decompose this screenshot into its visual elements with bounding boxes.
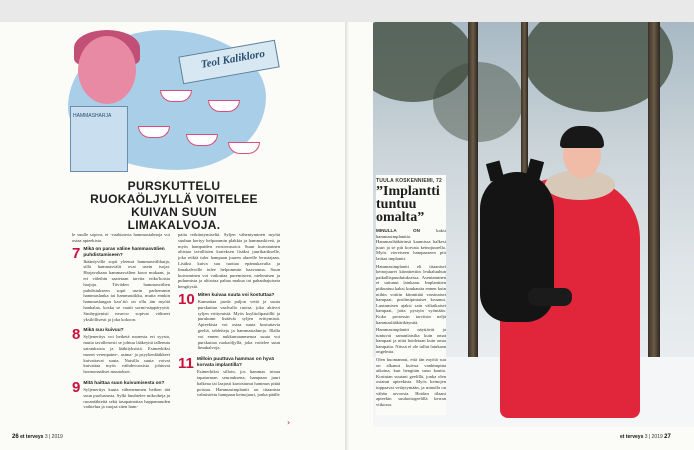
- person-byline: TUULA KOSKENNIEMI, 72: [376, 178, 442, 184]
- teeth-icon: [228, 142, 260, 154]
- text-column-2: [178, 232, 280, 404]
- qa-answer: Ikääntyville sopii yleensä hammasväliharja, sillä hammasvälit ovat usein isojat. Harjavaltaan hammasvälien koon mukaan, ja ert väleihin saatetaan tarvita eriko'koisia harjoja. Tiiviiden hammasvälien puhdistukseen sopii usein parhemmin hammaslanka tai hammastikku, mutta ennkin hammaslangan kau'.ttö on ollu iän myötä hankalaa, koska se vaatii sormi-näppäryyttä. Suuhygienisti neuvoo sopivat välineet yksilöllisesti ja joka kokoon.: [83, 258, 170, 322]
- paragraph: Hammasimplantti eli titaaniset keinojuuret kiinnitettiin leukaluuhun paikallispuudutuksessa. Asentaminen ei sattunut lainkaan. Implanttien pitkuntuu kaksi kuukautta ennen kuin niihin voitiin kiinnittää varsinaiset hampaat, posliinipintaiset kruunut. Luutumisen ajaksi sain väliaikaiset hampaat, jotta pystyin syömään. Koko prosessin tarvitsin neljä hammaslääkärikäyntiä.: [376, 263, 446, 325]
- testimonial-text: [376, 228, 446, 409]
- foliage: [433, 62, 523, 142]
- column-intro: paita reikiintymiseltä. Syljen vähentyminen myötä suuhun kertyy helpommin plakkia ja hammaskiveä, ja myös hampaiden erosiovauriot. Suun kuivuminen altistaa tavallisten karieksen lisäksi juurikarikselle, joka reikiä tuler hampaan juuren alueelle lerustajaan. Lisäksi kuiva suu tuottaa epämukavalta ja limakalvoille tulee helpommin haavauma. Suun kuivuminen voi vaikuttaa puremiseen, nielemisen ja puhumista ja altisrtaa pahaa makua tai pahanhajuiseta hengitystä.: [178, 232, 280, 290]
- lead-in: MINULLA ON: [376, 228, 420, 233]
- qa-number: 11: [178, 355, 194, 373]
- qa-answer: Kannattaa juoda paljon vettä ja suuta purskuttaa vaalvalla ruoisa, joka aktivoi syljen erittymistä. Myös ksylitolipastillit ja purukumi lisäävät syljen erittymistä. Apteekista voi ostaa suuta kostuttavia geeliä, tabletteja ja hammastahnoja. Illalla voi ennen nukkumaanmenoa suuta voi purskuttaa ruokaöljyllä, joka voitelee suun limakalvoja.: [197, 298, 280, 351]
- issue-number: 3 | 2019: [44, 434, 63, 440]
- black-gloves: [528, 288, 572, 306]
- qa-answer: Syljeneritys kuuta vähenemmen heiken tää suun puolustusta. Sylki huuhtelee mikrobeja ja ruoantähteitä sekä tasapainottaa happamuuden vaihtelua ja suojaa siten ham-: [83, 386, 170, 410]
- paragraph-text: kaksi hammasimplanttia. Hammaslääkärinsä kaumissa halkesi juuri ja se piti korvata keinojuurella. Myös viereiseen hampaaseen piti laittaa implantti.: [376, 228, 446, 261]
- qa-item: [178, 290, 280, 354]
- pull-quote: ”Implantti tuntuu omalta”: [376, 184, 440, 225]
- qa-question: Milloin puuttuva hammas on hyvä korvata implantilla?: [196, 357, 274, 369]
- qa-question: Mikä suu kuivuu?: [83, 328, 124, 334]
- text-column-1: [72, 232, 170, 416]
- qa-answer: Esimerkiksi silloin, jos hammas irtoaa tapaturman seurauksena, hampaan juuri halkeaa tai laajasti kariostunut hammas pitää poistaa. Hammasimplantti on titaanista valmistettu hampaan keinojuuri, jonka päälle: [196, 369, 280, 398]
- qa-question: Miten kuivaa suuta voi kostuttaa?: [197, 292, 275, 298]
- page-spine: [345, 22, 349, 450]
- page-number: 27: [664, 434, 671, 440]
- qa-question: Mitä haittaa suun kuivumisesta on?: [83, 380, 165, 386]
- continue-arrow-icon: ›: [287, 418, 291, 427]
- qa-number: 9: [72, 378, 81, 396]
- qa-item: [72, 244, 170, 326]
- article-headline: PURSKUTTELU RUOKAÖLJYLLÄ VOITELEE KUIVAN SUUN LIMAKALVOJA.: [90, 179, 258, 232]
- qa-number: 8: [72, 326, 81, 344]
- box-label: HAMMASHARJA: [73, 113, 112, 119]
- qa-question: Mikä on paras väline hammasvälien puhdistamiseen?: [83, 246, 165, 258]
- qa-item: [178, 357, 280, 401]
- paragraph: Hammasimplantit näyttävät ja tuntuvat samanlaisilta kuin omat hampaat ja niitä hoidetaan kuin omia hampaita. Niissä ei ole tullut lainkaan ongelmia.: [376, 327, 446, 355]
- left-footer: [12, 434, 63, 440]
- tube-label: Teol Kalikloro: [200, 47, 266, 71]
- qa-item: [72, 328, 170, 378]
- issue-number: 3 | 2019: [644, 434, 663, 440]
- page-number: 26: [12, 434, 19, 440]
- paragraph: Olen huomannut, että iän myötä suu on alkanut kuivua vanhimpina aikoina, kun hengitän suun kautta. Kostutan suutani geelillä, jonka olen ostanut apteekista. Myös keinojen tuppaavat vetäytymään, ja minulla on vähän arvoosia. Hoidan tilaani apteekin suuhoitogeelillä kerran viikossa.: [376, 357, 446, 407]
- qa-number: 7: [72, 244, 81, 262]
- vintage-toothpaste-illustration: [68, 30, 266, 170]
- paragraph: [376, 228, 446, 262]
- qa-number: 10: [178, 290, 195, 308]
- qa-item: [72, 378, 170, 413]
- illustration-woman-face: [78, 36, 136, 104]
- magazine-name: et terveys: [620, 434, 644, 440]
- right-footer: [620, 434, 671, 440]
- qa-answer: Syljeneritys voi heiketä monesta eri syysta, mutta tavalleisesti se johtuu lääkeyttä tallenuta sairauksista ja lääkityksistä. Esimerkiksi monet verenpaine-, astma- ja psyykenlääkkeet kuivattavat suuta. Naisilla suuta voivat kuivattaa myös vaihdevuosista johtuvat hormonaaliset muutokset.: [83, 334, 170, 375]
- magazine-name: et terveys: [20, 434, 44, 440]
- toothbrush-box: [70, 106, 128, 172]
- column-intro: le suulle sopiva, ei -vaahtoavia hammastahnoja voi ostaa apteekista.: [72, 232, 170, 243]
